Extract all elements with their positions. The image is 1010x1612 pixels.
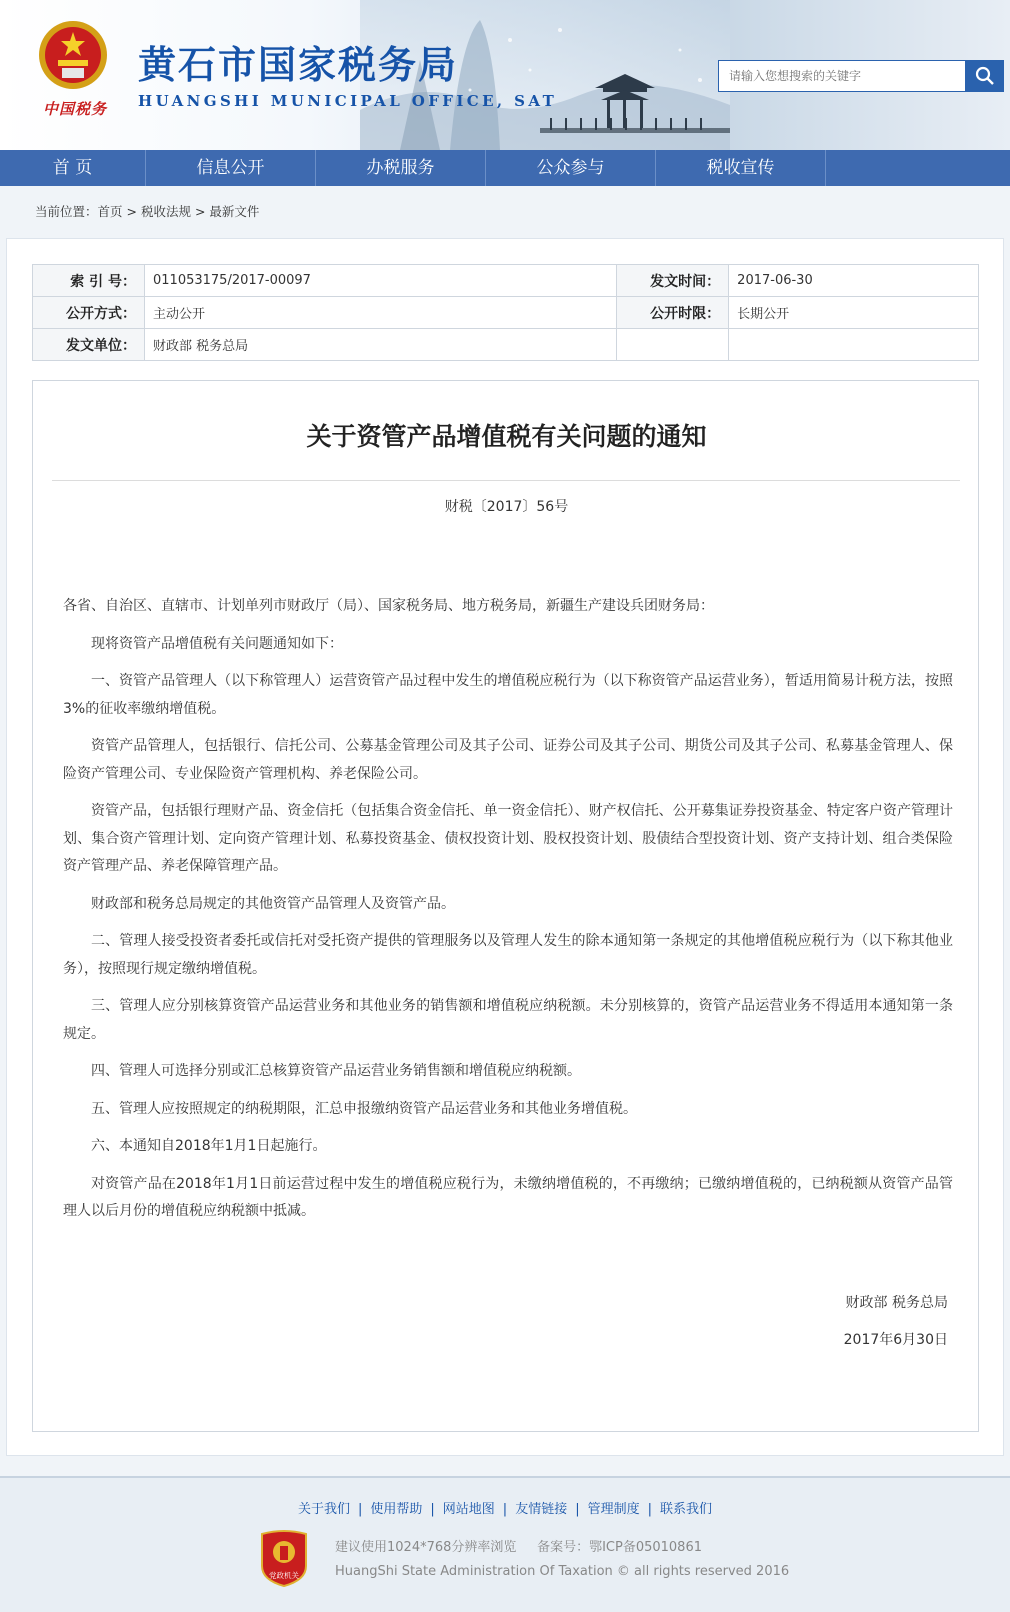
breadcrumb-prefix: 当前位置：: [35, 204, 98, 219]
issue-date-value: 2017-06-30: [729, 265, 979, 297]
search-icon: [975, 66, 995, 86]
disclosure-period-label: 公开时限：: [617, 297, 729, 329]
footer-link-friendly-links[interactable]: 友情链接: [515, 1502, 568, 1517]
index-number-label: 索 引 号：: [33, 265, 145, 297]
badge-caption: 党政机关: [269, 1571, 299, 1580]
body-paragraph: 五、管理人应按照规定的纳税期限，汇总申报缴纳资管产品运营业务和其他业务增值税。: [91, 1100, 637, 1117]
search-input[interactable]: [718, 60, 966, 92]
body-paragraph: 资管产品，包括银行理财产品、资金信托（包括集合资金信托、单一资金信托）、财产权信托、公开募集证券投资基金、特定客户资产管理计划、集合资产管理计划、定向资产管理计划、私募投资基金、债权投资计划、股权投资计划、股债结合型投资计划、资产支持计划、组合类保险资产管理产品、养老保障管理产品。: [63, 803, 953, 874]
government-agency-badge-icon[interactable]: [258, 1528, 310, 1588]
body-paragraph: 六、本通知自2018年1月1日起施行。: [91, 1138, 327, 1154]
document-meta-table: [32, 264, 979, 361]
site-header: [0, 0, 1010, 150]
nav-item-tax-services[interactable]: 办税服务: [316, 150, 486, 186]
icp-record: 备案号：鄂ICP备05010861: [537, 1540, 702, 1555]
issue-date-label: 发文时间：: [617, 265, 729, 297]
body-paragraph: 三、管理人应分别核算资管产品运营业务和其他业务的销售额和增值税应纳税额。未分别核算的，资管产品运营业务不得适用本通知第一条规定。: [63, 998, 953, 1042]
document-text: [63, 593, 953, 1236]
addressee-paragraph: 各省、自治区、直辖市、计划单列市财政厅（局）、国家税务局、地方税务局，新疆生产建设兵团财务局：: [63, 598, 714, 614]
issuer-label: 发文单位：: [33, 329, 145, 361]
nav-item-public-participation[interactable]: 公众参与: [486, 150, 656, 186]
copyright: HuangShi State Administration Of Taxation © all rights reserved 2016: [335, 1564, 790, 1579]
body-paragraph: 四、管理人可选择分别或汇总核算资管产品运营业务销售额和增值税应纳税额。: [91, 1063, 581, 1079]
nav-item-tax-publicity[interactable]: 税收宣传: [656, 150, 826, 186]
resolution-note: 建议使用1024*768分辨率浏览: [335, 1540, 517, 1555]
document-number: 财税〔2017〕56号: [444, 499, 569, 515]
nav-item-home[interactable]: 首 页: [0, 150, 146, 186]
search-button[interactable]: [966, 60, 1004, 92]
site-subtitle: HUANGSHI MUNICIPAL OFFICE, SAT: [138, 92, 558, 110]
disclosure-period-value: 长期公开: [729, 297, 979, 329]
nav-item-info-disclosure[interactable]: 信息公开: [146, 150, 316, 186]
empty-cell: [729, 329, 979, 361]
footer-link-about[interactable]: 关于我们: [297, 1502, 350, 1517]
footer-link-help[interactable]: 使用帮助: [370, 1502, 423, 1517]
body-paragraph: 资管产品管理人，包括银行、信托公司、公募基金管理公司及其子公司、证券公司及其子公司、期货公司及其子公司、私募基金管理人、保险资产管理公司、专业保险资产管理机构、养老保险公司。: [63, 738, 953, 782]
body-paragraph: 现将资管产品增值税有关问题通知如下：: [91, 635, 343, 652]
main-nav: [0, 150, 1010, 186]
index-number-value: 011053175/2017-00097: [145, 265, 617, 297]
footer-info: [335, 1536, 789, 1584]
document-signature: [844, 1285, 948, 1359]
breadcrumb-latest-docs-link[interactable]: 最新文件: [209, 204, 260, 219]
disclosure-mode-label: 公开方式：: [33, 297, 145, 329]
footer-link-contact[interactable]: 联系我们: [660, 1502, 713, 1517]
breadcrumb-home-link[interactable]: 首页: [97, 204, 123, 219]
footer-links: 关于我们 | 使用帮助 | 网站地图 | 友情链接 | 管理制度 | 联系我们: [297, 1502, 713, 1517]
body-paragraph: 财政部和税务总局规定的其他资管产品管理人及资管产品。: [91, 895, 455, 912]
footer-link-sitemap[interactable]: 网站地图: [442, 1502, 495, 1517]
site-title: 黄石市国家税务局: [138, 43, 459, 87]
emblem-caption: 中国税务: [42, 100, 107, 118]
site-footer: [0, 1476, 1010, 1612]
body-paragraph: 对资管产品在2018年1月1日前运营过程中发生的增值税应税行为，未缴纳增值税的，不再缴纳；已缴纳增值税的，已纳税额从资管产品管理人以后月份的增值税应纳税额中抵减。: [63, 1175, 953, 1219]
signer: 财政部 税务总局: [845, 1295, 948, 1311]
disclosure-mode-value: 主动公开: [145, 297, 617, 329]
issuer-value: 财政部 税务总局: [145, 329, 617, 361]
footer-link-management[interactable]: 管理制度: [587, 1502, 640, 1517]
breadcrumb-tax-law-link[interactable]: 税收法规: [140, 204, 191, 219]
breadcrumb-separator: >: [190, 204, 210, 219]
breadcrumb: [35, 202, 259, 220]
document-title: 关于资管产品增值税有关问题的通知: [306, 422, 707, 451]
document-body-box: [32, 380, 979, 1432]
empty-cell: [617, 329, 729, 361]
title-divider: [52, 480, 960, 481]
body-paragraph: 一、资管产品管理人（以下称管理人）运营资管产品过程中发生的增值税应税行为（以下称资管产品运营业务），暂适用简易计税方法，按照3%的征收率缴纳增值税。: [63, 673, 953, 717]
sign-date: 2017年6月30日: [843, 1332, 948, 1348]
footer-notice-line: [335, 1536, 789, 1560]
main-content: [6, 238, 1004, 1456]
body-paragraph: 二、管理人接受投资者委托或信托对受托资产提供的管理服务以及管理人发生的除本通知第一条规定的其他增值税应税行为（以下称其他业务），按照现行规定缴纳增值税。: [63, 933, 953, 977]
tax-emblem-icon: [36, 18, 110, 92]
breadcrumb-separator: >: [122, 204, 141, 219]
